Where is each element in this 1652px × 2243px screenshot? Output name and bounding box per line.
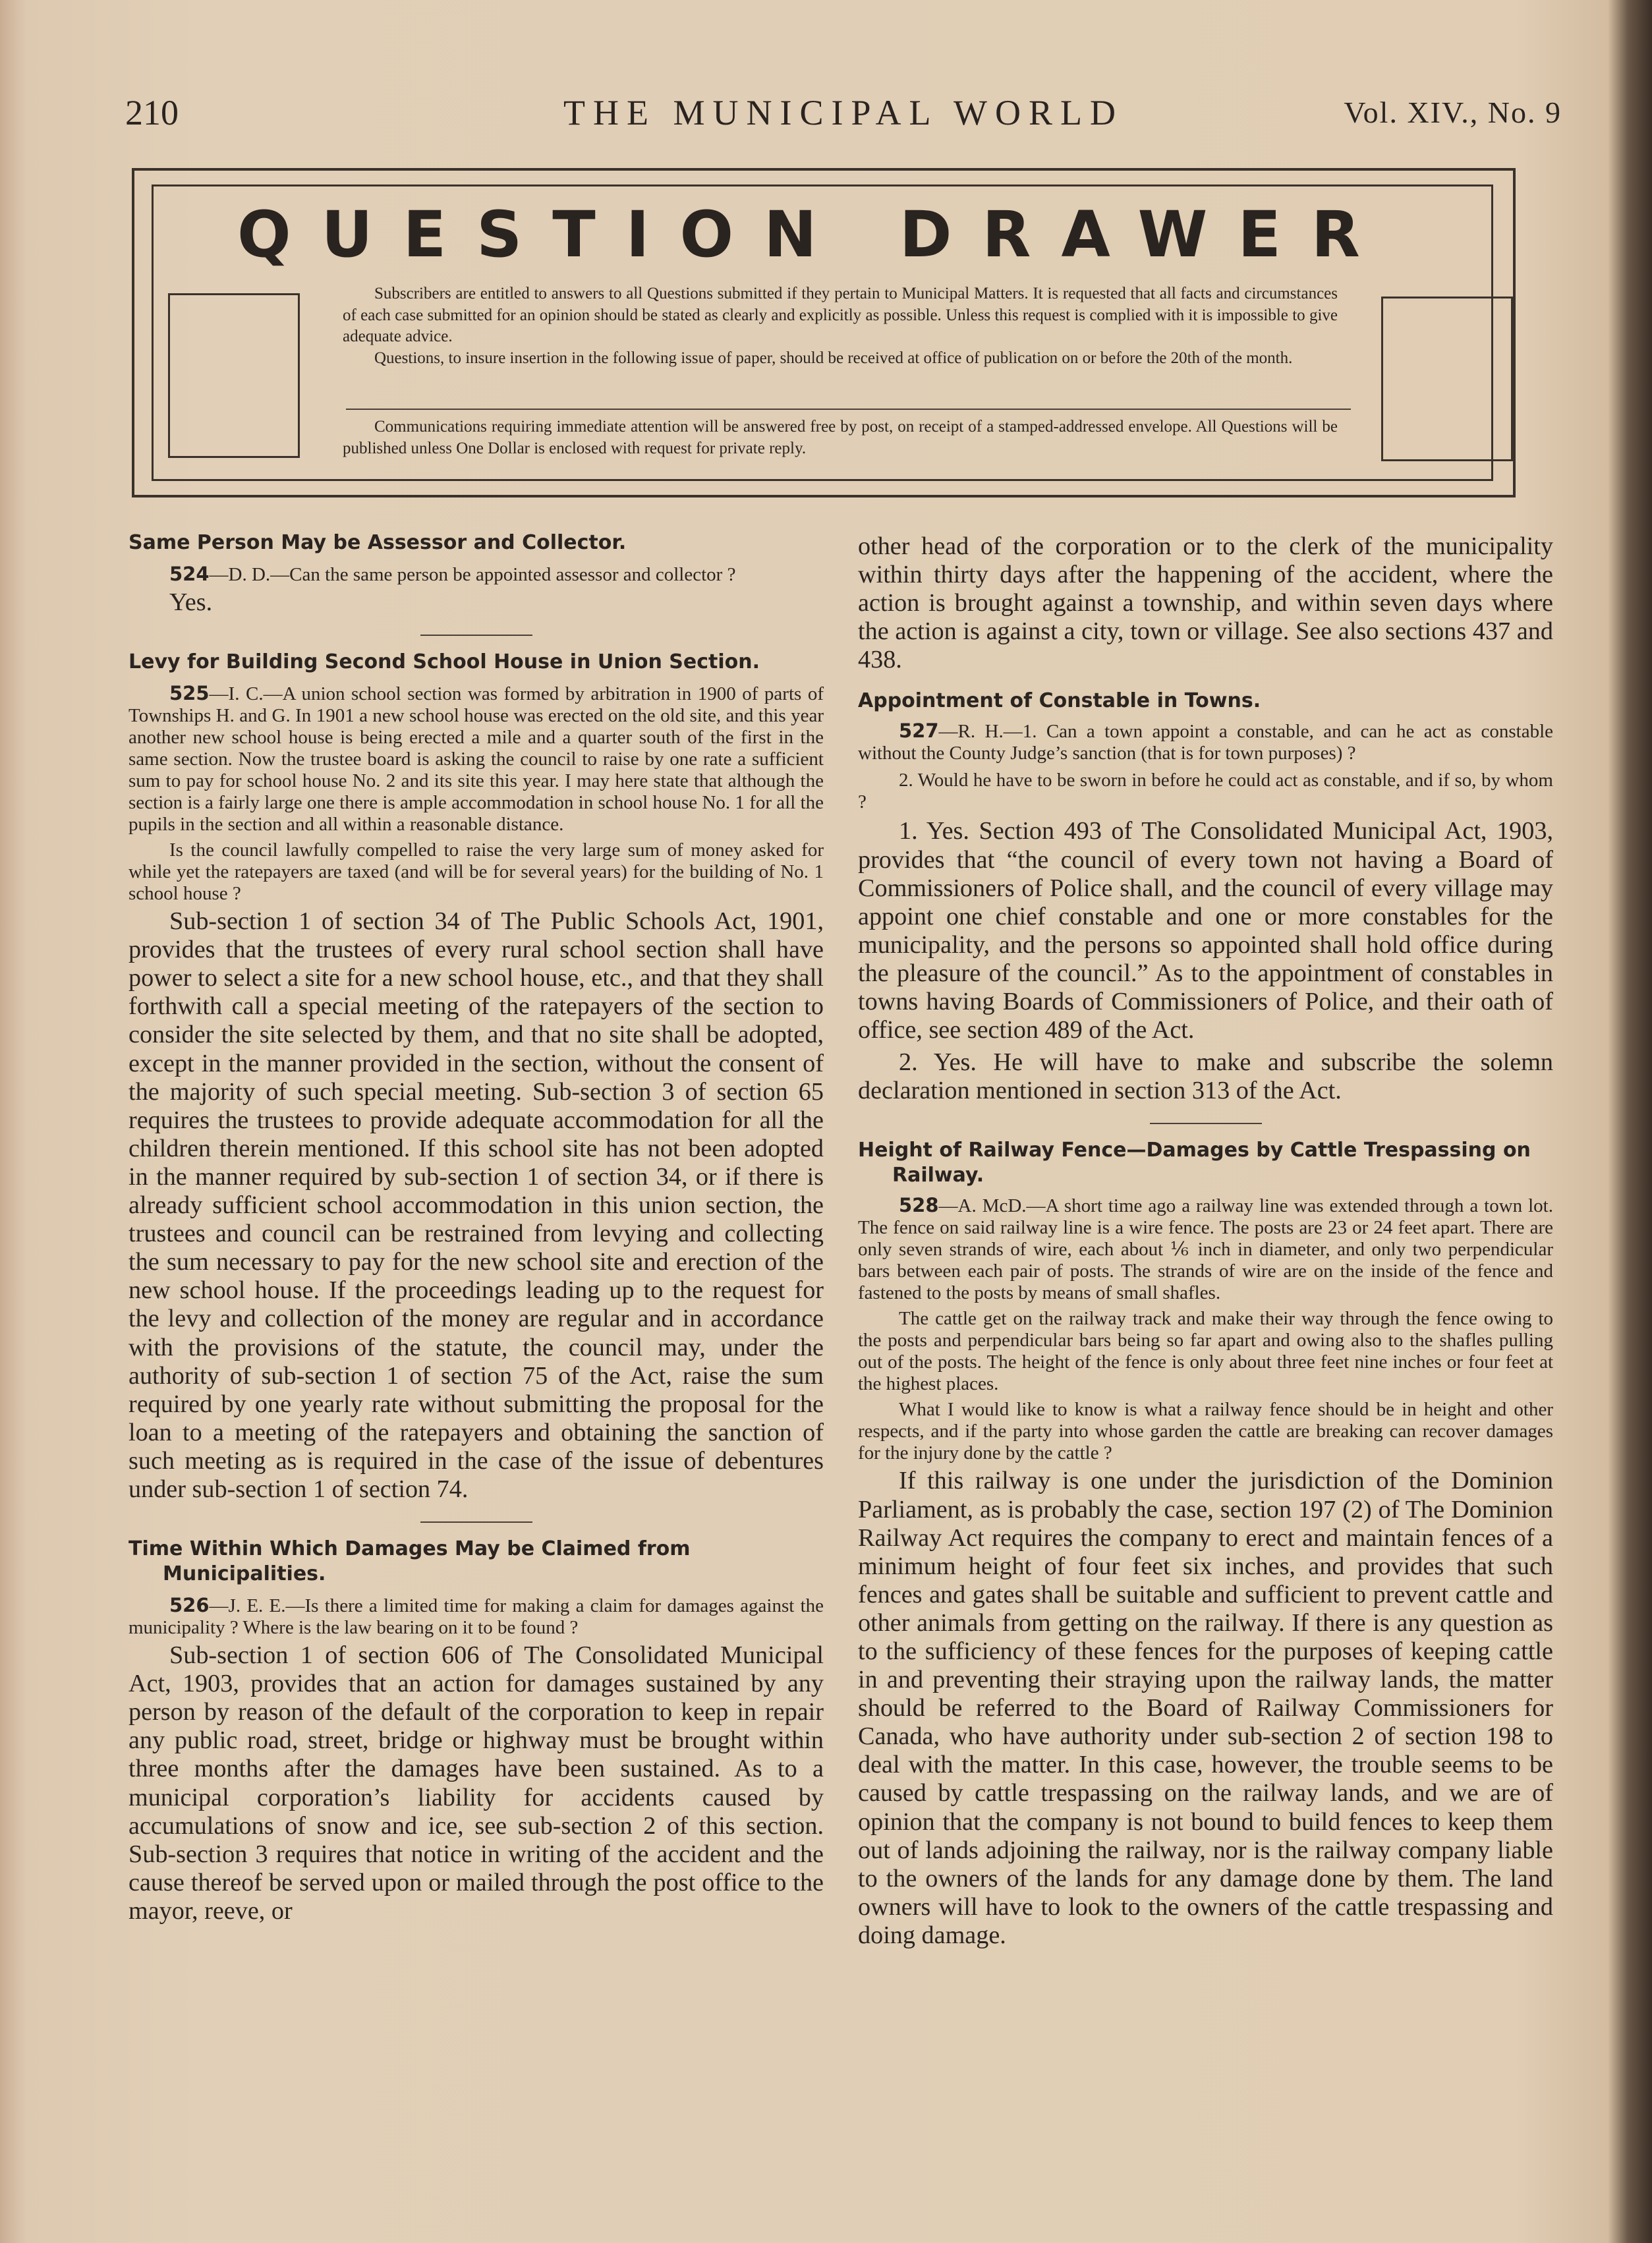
left-column: [128, 530, 824, 1925]
answer-text: If this railway is one under the jurisdiction of the Dominion Parliament, as is probably the case, section 197 (2) of The Dominion Railway Act requires the company to erect and maintain fences of a minimum height of four feet six inches, and provides that such fences and gates shall be suitable and sufficient to prevent cattle and other animals from getting on the railway. If there is any question as to the sufficiency of these fences for the purposes of keeping cattle in and preventing their straying upon the railway lands, the matter should be referred to the Board of Railway Commissioners for Canada, who have authority under sub-section 2 of section 198 to deal with the matter. In this case, however, the trouble seems to be caused by cattle trespassing on the railway lands, and we are of opinion that the company is not bound to build fences to keep them out of lands adjoining the railway, nor is the railway company liable to the owners of the lands for any damage done by them. The land owners will have to look to the owners of the cattle trespassing and doing damage.: [858, 1467, 1553, 1949]
question-number: 525: [169, 682, 210, 705]
running-header: [125, 92, 1562, 138]
decorative-right-box: [1381, 297, 1513, 461]
question-heading: Appointment of Constable in Towns.: [858, 689, 1261, 713]
section-separator: [1150, 1123, 1262, 1124]
question-number: 527: [899, 720, 939, 743]
answer-text: 1. Yes. Section 493 of The Consolidated Municipal Act, 1903, provides that “the council of every town not having a Board of Commissioners of Police shall, and the council of every village may appoint one chief constable and one or more constables for the municipality, and the persons so appointed shall hold office during the pleasure of the council.” As to the appointment of constables in towns having Boards of Commissioners of Police, and their oath of office, see section 489 of the Act.: [858, 817, 1553, 1044]
communications-notice: Communications requiring immediate attention will be answered free by post, on receipt of a stamped-addressed envelope. All Questions will be published unless One Dollar is enclosed with request for private reply.: [343, 418, 1338, 457]
answer-text: Yes.: [169, 588, 213, 616]
subscriber-notice: [343, 283, 1338, 369]
answer-continuation: other head of the corporation or to the clerk of the municipality within thirty days after the happening of the accident, where the action is brought against a township, and within seven days where the action is against a city, town or village. See also sections 437 and 438.: [858, 532, 1553, 674]
volume-number: Vol. XIV., No. 9: [1344, 96, 1562, 129]
question-text: Is the council lawfully compelled to raise the very large sum of money asked for while yet the ratepayers are taxed (and will be for several years) for the building of No. 1 school house ?: [128, 839, 824, 905]
answer-text: Sub-section 1 of section 606 of The Consolidated Municipal Act, 1903, provides that an action for damages sustained by any person by reason of the default of the corporation to keep in repair any public road, street, bridge or highway must be brought within three months after the damages have been sustained. As to a municipal corporation’s liability for accidents caused by accumulations of snow and ice, see sub-section 2 of this section. Sub-section 3 requires that notice in writing of the accident and the cause thereof be served upon or mailed through the post office to the mayor, reeve, or: [128, 1641, 824, 1925]
question-heading: Levy for Building Second School House in Union Section.: [128, 650, 760, 674]
section-separator: [420, 635, 532, 636]
notice-paragraph: Subscribers are entitled to answers to all Questions submitted if they pertain to Municipal Matters. It is requested that all facts and circumstances of each case submitted for an opinion should be stated as clearly and explicitly as possible. Unless this request is complied with it is impossible to give adequate advice.: [343, 285, 1338, 345]
question-number: 526: [169, 1594, 210, 1617]
section-separator: [420, 1521, 532, 1523]
notice-divider: [346, 409, 1351, 410]
question-text: 526—J. E. E.—Is there a limited time for making a claim for damages against the municipality ? Where is the law bearing on it to be found ?: [128, 1594, 824, 1639]
page-number: 210: [125, 93, 179, 132]
question-heading: Same Person May be Assessor and Collector.: [128, 531, 627, 554]
notice-paragraph: Questions, to insure insertion in the following issue of paper, should be received at office of publication on or before the 20th of the month.: [374, 349, 1293, 367]
question-text: 524—D. D.—Can the same person be appointed assessor and collector ?: [169, 563, 736, 585]
answer-text: Sub-section 1 of section 34 of The Public Schools Act, 1901, provides that the trustees of every rural school section shall have power to select a site for a new school house, etc., and that they shall forthwith call a special meeting of the ratepayers of the section to consider the site selected by them, and that no site shall be adopted, except in the manner provided in the section, without the consent of the majority of such special meeting. Sub-section 3 of section 65 requires the trustees to provide adequate accommodation for all the children therein mentioned. If this school site has not been adopted in the manner required by sub-section 1 of section 34, or if there is already sufficient school accommodation in this union section, the trustees and council can be restrained from levying and collecting the sum necessary to pay for the new school site and erection of the new school house. If the proceedings leading up to the request for the levy and collection of the money are regular and in accordance with the provisions of the statute, the council may, under the authority of sub-section 1 of section 75 of the Act, raise the sum required by one yearly rate without submitting the proposal for the loan to a meeting of the ratepayers and obtaining the sanction of such meeting as is required in the case of the issue of debentures under sub-section 1 of section 74.: [128, 907, 824, 1503]
question-drawer-title: QUESTION DRAWER: [237, 198, 1390, 271]
question-text: 527—R. H.—1. Can a town appoint a constable, and can he act as constable without the County Judge’s sanction (that is for town purposes) ?: [858, 720, 1553, 764]
question-text: 525—I. C.—A union school section was formed by arbitration in 1900 of parts of Townships H. and G. In 1901 a new school house was erected on the old site, and this year another new school house is being erected a mile and a quarter south of the first in the same section. Now the trustee board is asking the council to raise by one rate a sufficient sum to pay for school house No. 2 and its site this year. I may here state that although the section is a fairly large one there is ample accommodation in school house No. 1 for all the pupils in the section and all within a reasonable distance.: [128, 682, 824, 836]
question-number: 528: [899, 1194, 939, 1217]
right-column: [858, 532, 1553, 1950]
question-heading: Time Within Which Damages May be Claimed from Municipalities.: [128, 1537, 691, 1586]
decorative-left-box: [168, 293, 300, 458]
question-number: 524: [169, 563, 210, 585]
question-text: 528—A. McD.—A short time ago a railway line was extended through a town lot. The fence on said railway line is a wire fence. The posts are 23 or 24 feet apart. There are only seven strands of wire, each about ⅙ inch in diameter, and only two perpendicular bars between each pair of posts. The strands of wire are on the inside of the fence and fastened to the posts by means of small shafles.: [858, 1194, 1553, 1304]
question-text: 2. Would he have to be sworn in before he could act as constable, and if so, by whom ?: [858, 770, 1553, 813]
question-heading: Height of Railway Fence—Damages by Cattle Trespassing on Railway.: [858, 1139, 1531, 1187]
masthead: THE MUNICIPAL WORLD: [563, 93, 1124, 132]
answer-text: 2. Yes. He will have to make and subscribe the solemn declaration mentioned in section 313 of the Act.: [858, 1048, 1553, 1105]
question-text: The cattle get on the railway track and make their way through the fence owing to the posts and perpendicular bars being so far apart and owing also to the shafles pulling out of the posts. The height of the fence is only about three feet nine inches or four feet at the highest places.: [858, 1308, 1553, 1395]
question-text: What I would like to know is what a railway fence should be in height and other respects, and if the party into whose garden the cattle are breaking can recover damages for the injury done by the cattle ?: [858, 1399, 1553, 1464]
